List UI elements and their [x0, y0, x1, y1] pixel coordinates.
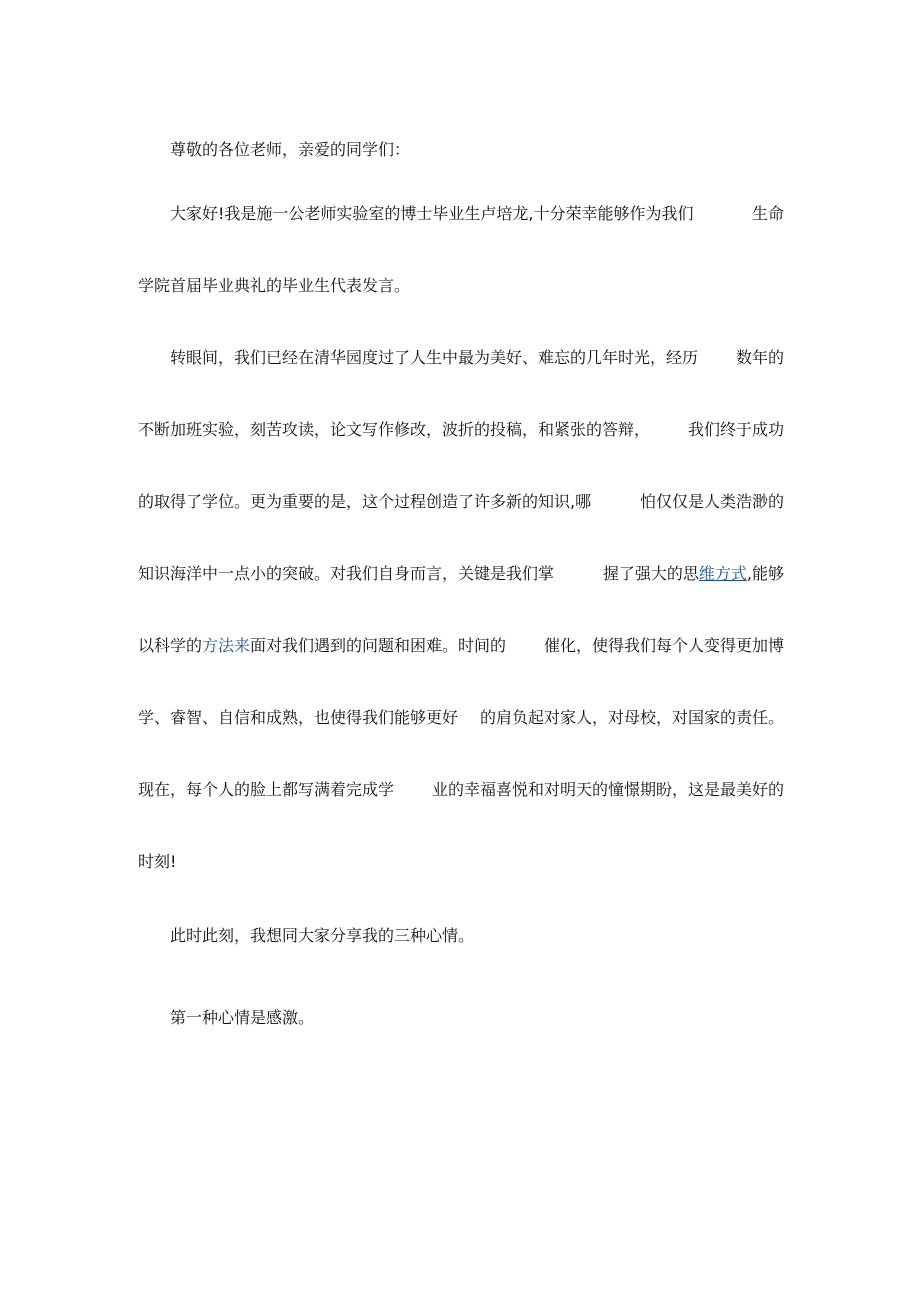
- paragraph-2-line-6: [138, 706, 784, 730]
- paragraph-2-line-5: [138, 634, 784, 658]
- text-segment: 催化，使得我们每个人变得更加博: [543, 636, 784, 655]
- text-segment: 转眼间，我们已经在清华园度过了人生中最为美好、难忘的几年时光，经历: [170, 348, 699, 367]
- text-segment: 的肩负起对家人，对母校，对国家的责任。: [479, 708, 784, 727]
- paragraph-2-line-2: [138, 418, 784, 442]
- salutation: 尊敬的各位老师，亲爱的同学们：: [170, 140, 411, 159]
- text-segment: 现在，每个人的脸上都写满着完成学: [138, 780, 395, 799]
- paragraph-4: 第一种心情是感激。: [170, 1008, 315, 1027]
- text-segment: 我们终于成功: [687, 420, 784, 439]
- paragraph-2-line-1: [170, 346, 784, 370]
- text-segment: 不断加班实验，刻苦攻读，论文写作修改，波折的投稿，和紧张的答辩，: [138, 420, 651, 439]
- text-segment: 知识海洋中一点小的突破。对我们自身而言，关键是我们掌: [138, 564, 555, 583]
- paragraph-2-line-3: [138, 490, 784, 514]
- paragraph-1-line-2: 学院首届毕业典礼的毕业生代表发言。: [138, 276, 411, 295]
- paragraph-2-line-4: [138, 562, 784, 586]
- paragraph-2-line-7: [138, 778, 784, 802]
- text-segment: 学、睿智、自信和成熟，也使得我们能够更好: [138, 708, 459, 727]
- text-segment: 面对我们遇到的问题和困难。时间的: [250, 636, 507, 655]
- link-method[interactable]: 方法来: [202, 636, 251, 655]
- text-segment: 大家好!我是施一公老师实验室的博士毕业生卢培龙,十分荣幸能够作为我们: [170, 204, 694, 223]
- text-segment: 的取得了学位。更为重要的是，这个过程创造了许多新的知识,哪: [138, 492, 592, 511]
- link-thinking-method[interactable]: 维方式: [698, 564, 747, 583]
- text-segment-with-link: [138, 634, 506, 658]
- text-segment: ,能够: [746, 564, 784, 583]
- text-segment: 以科学的: [138, 636, 203, 655]
- text-segment: 握了强大的思: [602, 564, 699, 583]
- paragraph-2-line-8: 时刻!: [138, 852, 177, 871]
- text-segment: 生命: [751, 204, 784, 223]
- text-segment-with-link: [603, 562, 784, 586]
- text-segment: 数年的: [735, 348, 784, 367]
- text-segment: 怕仅仅是人类浩渺的: [639, 492, 784, 511]
- paragraph-1-line-1: [170, 202, 784, 226]
- text-segment: 业的幸福喜悦和对明天的憧憬期盼，这是最美好的: [431, 780, 784, 799]
- paragraph-3: 此时此刻，我想同大家分享我的三种心情。: [170, 926, 475, 945]
